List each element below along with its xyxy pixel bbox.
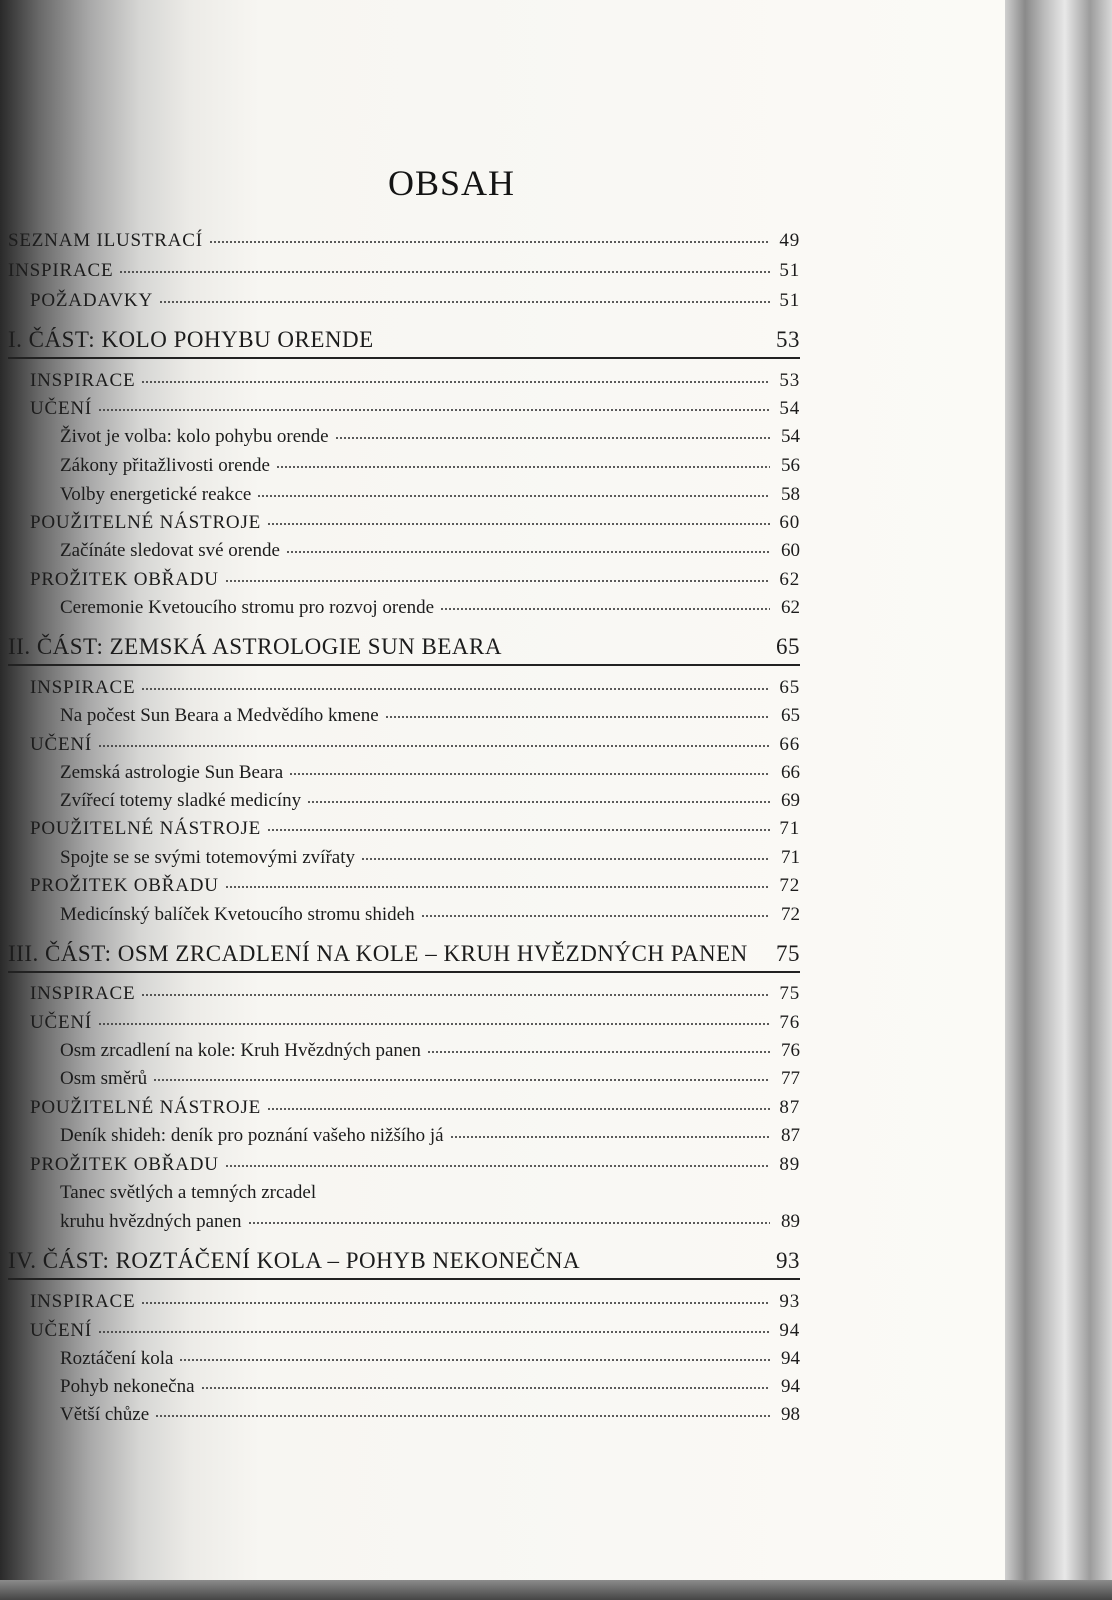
book-edge-shadow xyxy=(1005,0,1112,1600)
toc-entry: POUŽITELNÉ NÁSTROJE 71 xyxy=(30,818,800,839)
toc-subentry: Roztáčení kola 94 xyxy=(60,1348,800,1369)
toc-entry: INSPIRACE 65 xyxy=(30,677,800,698)
toc-entry: POUŽITELNÉ NÁSTROJE 60 xyxy=(30,512,800,533)
toc-subentry: Osm směrů 77 xyxy=(60,1068,800,1089)
toc-part-heading: II. ČÁST: ZEMSKÁ ASTROLOGIE SUN BEARA 65 xyxy=(8,634,800,666)
toc-subentry: Spojte se se svými totemovými zvířaty 71 xyxy=(60,847,800,868)
toc-subentry: Zemská astrologie Sun Beara 66 xyxy=(60,762,800,783)
toc-entry: UČENÍ 94 xyxy=(30,1320,800,1341)
page-title: OBSAH xyxy=(388,163,516,204)
toc-subentry: Na počest Sun Beara a Medvědího kmene 65 xyxy=(60,705,800,726)
toc-entry: POUŽITELNÉ NÁSTROJE 87 xyxy=(30,1097,800,1118)
toc-subentry: Větší chůze 98 xyxy=(60,1404,800,1425)
toc-subentry: Volby energetické reakce 58 xyxy=(60,484,800,505)
toc-subentry: Osm zrcadlení na kole: Kruh Hvězdných panen 76 xyxy=(60,1040,800,1061)
toc-subentry: Život je volba: kolo pohybu orende 54 xyxy=(60,426,800,447)
toc-subentry: Zvířecí totemy sladké medicíny 69 xyxy=(60,790,800,811)
toc-entry: SEZNAM ILUSTRACÍ 49 xyxy=(8,230,800,251)
toc-entry: POŽADAVKY 51 xyxy=(30,290,800,311)
toc-entry: UČENÍ 54 xyxy=(30,398,800,419)
toc-subentry: kruhu hvězdných panen 89 xyxy=(60,1211,800,1232)
toc-part-heading: I. ČÁST: KOLO POHYBU ORENDE 53 xyxy=(8,327,800,359)
toc-subentry: Medicínský balíček Kvetoucího stromu shideh 72 xyxy=(60,904,800,925)
toc-subentry: Tanec světlých a temných zrcadel xyxy=(60,1182,317,1203)
toc-entry: INSPIRACE 53 xyxy=(30,370,800,391)
toc-subentry: Zákony přitažlivosti orende 56 xyxy=(60,455,800,476)
toc-entry: INSPIRACE 93 xyxy=(30,1291,800,1312)
toc-subentry: Ceremonie Kvetoucího stromu pro rozvoj orende 62 xyxy=(60,597,800,618)
toc-entry: UČENÍ 66 xyxy=(30,734,800,755)
toc-subentry: Pohyb nekonečna 94 xyxy=(60,1376,800,1397)
toc-subentry: Začínáte sledovat své orende 60 xyxy=(60,540,800,561)
toc-entry: INSPIRACE 75 xyxy=(30,983,800,1004)
toc-part-heading: IV. ČÁST: ROZTÁČENÍ KOLA – POHYB NEKONEČNA 93 xyxy=(8,1248,800,1280)
toc-entry: UČENÍ 76 xyxy=(30,1012,800,1033)
toc-part-heading: III. ČÁST: OSM ZRCADLENÍ NA KOLE – KRUH HVĚZDNÝCH PANEN 75 xyxy=(8,941,800,973)
toc-entry: PROŽITEK OBŘADU 72 xyxy=(30,875,800,896)
toc-subentry: Deník shideh: deník pro poznání vašeho nižšího já 87 xyxy=(60,1125,800,1146)
bleed-through-decoration xyxy=(265,138,274,169)
toc-entry: INSPIRACE 51 xyxy=(8,260,800,281)
toc-entry: PROŽITEK OBŘADU 89 xyxy=(30,1154,800,1175)
scan-bottom-edge xyxy=(0,1580,1112,1600)
toc-entry: PROŽITEK OBŘADU 62 xyxy=(30,569,800,590)
